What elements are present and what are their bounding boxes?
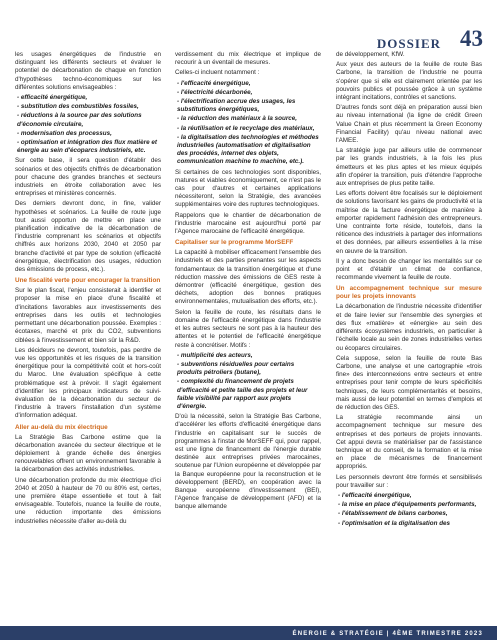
list-item: - l'électrification accrue des usages, les substitutions énergétiques, xyxy=(177,98,296,114)
list-item: - la digitalisation des technologies et méthodes industrielles (automatisation et digitalisation des procédés, internet des objets, communication machine to machine, etc.). xyxy=(177,133,319,166)
paragraph: La stratégie juge par ailleurs utile de commencer par les grands industriels, à la fois les plus émetteurs et les plus aptes et les mieux équipés afin d'opérer la transition, puis d'étendre l'approche aux entreprises de plus petite taille. xyxy=(336,147,482,188)
paragraph: Celles-ci incluent notamment : xyxy=(175,69,260,77)
paragraph: Sur cette base, il sera question d'établir des scénarios et des objectifs chiffrés de décarbonation pour chacune des grandes branches et secteurs industriels en étroite collaboration avec les entreprises et ministères concernés. xyxy=(15,157,161,198)
paragraph: La décarbonation de l'industrie nécessite d'identifier et de faire levier sur l'ensemble des synergies et des flux «matière» et «énergie» au sein des différents écosystèmes industriels, en particulier à l'échelle locale au sein de zones industrielles vertes ou écoparcs circulaires. xyxy=(336,303,482,352)
page-footer xyxy=(0,626,497,640)
list-item: - substitution des combustibles fossiles, xyxy=(17,103,139,111)
list-item: - complexité du financement de projets d'efficacité et petite taille des projets et leur faible visibilité par rapport aux projets d'énergie. xyxy=(177,378,308,410)
list-item: - la mise en place d'équipements performants, xyxy=(338,501,477,509)
paragraph: Les décideurs ne devront, toutefois, pas perdre de vue les opportunités et les risques de la transition énergétique pour la compétitivité coût et hors-coût du Maroc. Une évaluation spécifique à cette problématique est à prévoir. Il s'agit également d'identifier les principaux indicateurs de suivi-évaluation de la décarbonation du secteur de l'industrie à travers l'installation d'un système d'information adéquat. xyxy=(15,346,161,420)
list-item: - réductions à la source par des solutions d'économie circulaire, xyxy=(17,112,142,128)
column-3 xyxy=(336,51,482,530)
column-1 xyxy=(15,51,161,528)
paragraph: Les personnels devront être formés et sensibilisés pour travailler sur : xyxy=(336,473,482,489)
subheading: Aller au-delà du mix électrique xyxy=(15,423,108,431)
list-item: - l'efficacité énergétique, xyxy=(338,491,412,499)
paragraph: Une décarbonation profonde du mix électrique d'ici 2040 et 2050 à hauteur de 70 ou 80% est, certes, une première étape essentielle et tout à fait envisageable. Toutefois, nuance la feuille de route, une réduction importante des émissions industrielles nécessite d'aller au-delà du xyxy=(15,476,161,525)
subheading: Une fiscalité verte pour encourager la transition xyxy=(15,277,161,285)
page-header xyxy=(0,0,497,52)
training-list xyxy=(336,492,482,528)
paragraph: Les efforts doivent être focalisés sur le déploiement de solutions favorisant les gains de productivité et la maîtrise de la facture énergétique de manière à emporter rapidement l'adhésion des entrepreneurs. Une contrainte forte réside, toutefois, dans la réticence des industriels à partager des informations et des données, par ailleurs essentielles à la mise en œuvre de la transition. xyxy=(336,190,482,255)
paragraph: Il y a donc besoin de changer les mentalités sur ce point et d'établir un climat de confiance, recommande vivement la feuille de route. xyxy=(336,257,482,282)
subheading: Un accompagnement technique sur mesure pour les projets innovants xyxy=(336,285,482,301)
paragraph: Selon la feuille de route, les résultats dans le domaine de l'efficacité énergétique dans l'industrie et les autres secteurs ne sont pas à la hauteur des attentes et le potentiel de l'efficacité énergétique reste à concrétiser. Motifs : xyxy=(175,308,321,349)
column-2 xyxy=(175,51,321,514)
list-item: - la réduction des matériaux à la source, xyxy=(177,115,298,123)
paragraph: La stratégie recommande ainsi un accompagnement technique sur mesure des entreprises et des porteurs de projets innovants. Cet appui devra se matérialiser par de l'assistance technique et du conseil, de la formation et la mise en place de mécanismes de financement appropriés. xyxy=(336,414,482,471)
measures-list xyxy=(175,80,321,167)
solutions-list xyxy=(15,94,161,155)
footer-publication: ÉNERGIE & STRATÉGIE | 4ÈME TRIMESTRE 2023 xyxy=(292,631,483,637)
list-item: - la réutilisation et le recyclage des matériaux, xyxy=(177,124,315,132)
paragraph: Aux yeux des auteurs de la feuille de route Bas Carbone, la transition de l'industrie ne pourra s'opérer que si elle est clairement orientée par les pouvoirs publics et poussée grâce à un système intégrant incitations, contrôles et sanctions. xyxy=(336,61,482,102)
subheading: Capitaliser sur le programme MorSEFF xyxy=(175,239,294,247)
list-item: - optimisation et intégration des flux matière et énergie au sein d'écoparcs industriels, etc. xyxy=(17,139,157,155)
list-item: - efficacité énergétique, xyxy=(17,94,88,102)
paragraph: D'où la nécessité, selon la Stratégie Bas Carbone, d'accélérer les efforts d'efficacité énergétique dans l'industrie en capitalisant sur le succès de programmes à l'instar de MorSEFF qui, pour rappel, est une ligne de financement de l'énergie durable destinée aux entreprises privées marocaines, soutenue par l'Union européenne et développée par la Banque européenne pour la reconstruction et le développement (BERD), en coopération avec la Banque européenne d'investissement (BEI), l'Agence française de développement (AFD) et la banque allemande xyxy=(175,413,321,511)
paragraph: Des derniers devront donc, in fine, valider hypothèses et scénarios. La feuille de route juge tout aussi opportun de mettre en place une planification indicative de la décarbonation de l'industrie comprenant les scénarios et objectifs chiffrés aux horizons 2030, 2040 et 2050 par branche d'activité et par type de solution (efficacité énergétique, électrification des usages, réduction des émissions de process, etc.). xyxy=(15,200,161,274)
paragraph: les usages énergétiques de l'industrie en distinguant les différents secteurs et évaluer le potentiel de décarbonation de chaque en fonction d'hypothèses techno-économiques sur les différentes solutions envisageables : xyxy=(15,51,161,91)
list-item: - multiplicité des acteurs, xyxy=(177,351,253,359)
page-number: 43 xyxy=(460,26,483,51)
paragraph: de développement, KfW. xyxy=(336,51,405,58)
section-label: DOSSIER xyxy=(376,36,441,51)
list-item: - l'établissement de bilans carbones, xyxy=(338,510,448,518)
paragraph: D'autres fonds sont déjà en préparation aussi bien au niveau international (la ligne de crédit Green Value Chain et plus récemment la Green Economy Financial Facility) qu'au niveau national avec l'AMEE. xyxy=(336,104,482,145)
list-item: - subventions résiduelles pour certains produits pétroliers (butane), xyxy=(177,360,295,377)
motives-list xyxy=(175,352,321,411)
paragraph: La capacité à mobiliser efficacement l'ensemble des industriels et des parties prenantes sur les aspects fondamentaux de la transition énergétique et d'une réduction massive des émissions de GES reste à démontrer (efficacité énergétique, gestion des déchets, adoption des bonnes pratiques environnementales, mutualisation des efforts, etc.). xyxy=(175,249,321,306)
list-item: - l'optimisation et la digitalisation des xyxy=(338,519,451,527)
list-item: - l'électricité décarbonée, xyxy=(177,88,253,96)
paragraph: Rappelons que le chantier de décarbonation de l'industrie marocaine est aujourd'hui porté par l'Agence marocaine de l'efficacité énergétique. xyxy=(175,211,321,236)
list-item: - modernisation des processus, xyxy=(17,129,112,137)
paragraph: Si certaines de ces technologies sont disponibles, matures et viables économiquement, ce n'est pas le cas pour d'autres et certaines applications nécessiteront, selon la Stratégie, des avancées supplémentaires voire des ruptures technologiques. xyxy=(175,168,321,209)
paragraph: Sur le plan fiscal, l'enjeu consisterait à identifier et proposer la mise en place d'une fiscalité et d'incitations favorables aux investissements des entreprises dans les outils et technologies permettant une décarbonation poussée. Exemples : écotaxes, marché et prix du CO2, subventions ciblées à l'investissement et bien sûr la R&D. xyxy=(15,287,161,344)
paragraph: verdissement du mix électrique et implique de recourir à un éventail de mesures. xyxy=(175,51,321,67)
list-item: - l'efficacité énergétique, xyxy=(177,79,251,87)
paragraph: La Stratégie Bas Carbone estime que la décarbonation avancée du secteur électrique et le déploiement à grande échelle des énergies renouvelables offrent un environnement favorable à la décarbonation des activités industrielles. xyxy=(15,433,161,474)
paragraph: Cela suppose, selon la feuille de route Bas Carbone, une analyse et une cartographie «trois fine» des interconnexions entre secteurs et entre entreprises pour tenir compte de leurs spécificités techniques, de leurs complémentarités et besoins, mais aussi de leur potentiel en termes d'emplois et de réduction des GES. xyxy=(336,354,482,411)
